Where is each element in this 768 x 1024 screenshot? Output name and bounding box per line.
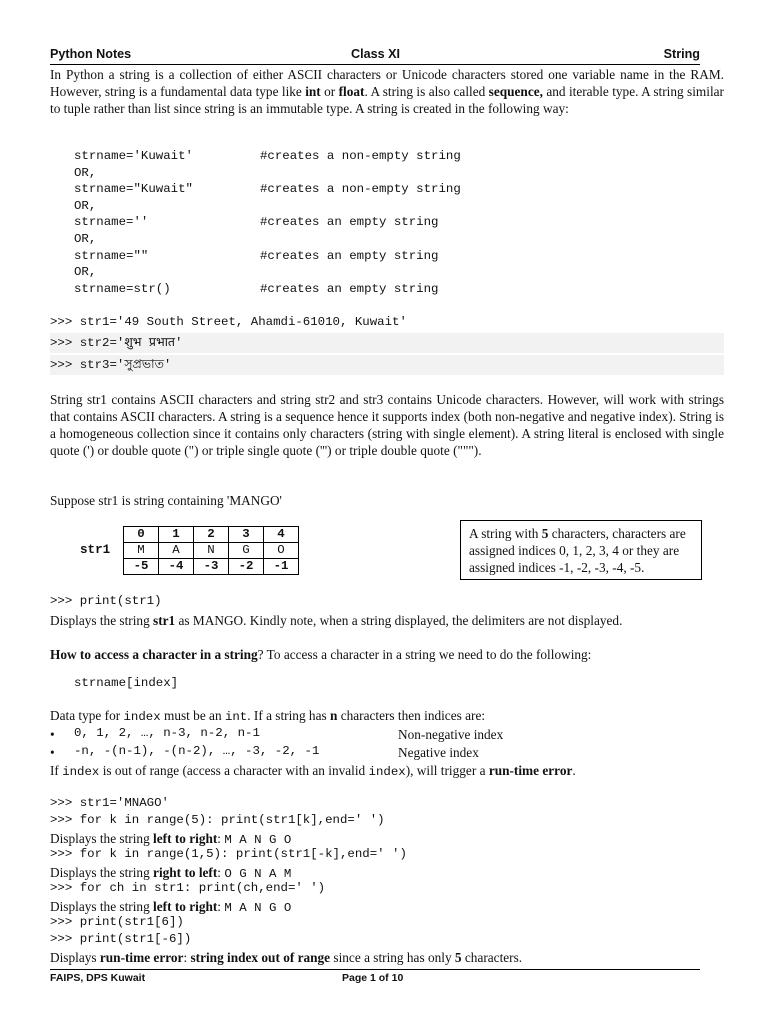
loop-display: Displays the string right to left: O G N A M — [50, 865, 292, 881]
intro-sequence: sequence, — [488, 84, 543, 99]
code-line: strname="Kuwait" #creates a non-empty string — [74, 182, 461, 197]
repl-str1: >>> str1='49 South Street, Ahamdi-61010, Kuwait' — [50, 315, 407, 329]
unicode-paragraph: String str1 contains ASCII characters and string str2 and str3 contains Unicode characters. However, will work with strings that contains ASCII characters. A string is a sequence hence it supports index (both non-negative and negative index). String is a homogeneous collection since it contains only characters (string with single element). A string literal is enclosed with single quote (') or double quote (") or triple single quote (''') or triple double quote ("""). — [50, 392, 724, 458]
access-heading: How to access a character in a string? To access a character in a string we need to do the following: — [50, 647, 592, 662]
char-cell: G — [229, 543, 264, 559]
intro-text-2: . A string is also called — [364, 84, 489, 99]
page-header — [50, 46, 700, 65]
header-right: String — [663, 47, 700, 61]
char-cell: A — [159, 543, 194, 559]
runtime-error-line: Displays run-time error: string index out of range since a string has only 5 characters. — [50, 950, 523, 965]
code-line: strname=str() #creates an empty string — [74, 281, 439, 296]
index-cell: -2 — [229, 559, 264, 575]
index-note-box: A string with 5 characters, characters are assigned indices 0, 1, 2, 3, 4 or they are assigned indices -1, -2, -3, -4, -5. — [460, 520, 702, 580]
header-left: Python Notes — [50, 47, 132, 61]
header-center: Class XI — [351, 47, 401, 61]
intro-text-3: and iterable type. A string similar to tuple rather than list since string is an immutable type. A string is created in the following way: — [50, 84, 724, 116]
loop-display: Displays the string left to right: M A N G O — [50, 899, 292, 915]
creation-code-block — [74, 148, 461, 297]
code-line: OR, — [74, 231, 97, 246]
loop-display: Displays the string left to right: M A N G O — [50, 831, 292, 847]
loop-line: >>> for ch in str1: print(ch,end=' ') — [50, 881, 326, 895]
intro-int: int — [305, 84, 321, 99]
code-line: strname="" #creates an empty string — [74, 248, 439, 263]
code-line: OR, — [74, 198, 97, 213]
code-line: OR, — [74, 265, 97, 280]
intro-float: float — [338, 84, 365, 99]
range-error-line: If index is out of range (access a character with an invalid index), will trigger a run-time error. — [50, 763, 576, 779]
datatype-line: Data type for index must be an int. If a string has n characters then indices are: — [50, 708, 486, 724]
negative-index-row — [124, 559, 299, 575]
index-table — [123, 526, 299, 575]
footer-left: FAIPS, DPS Kuwait — [50, 972, 146, 984]
code-line: OR, — [74, 165, 97, 180]
suppose-line: Suppose str1 is string containing 'MANGO' — [50, 493, 282, 508]
code-line: strname='' #creates an empty string — [74, 215, 439, 230]
str1-label: str1 — [80, 543, 111, 557]
repl-str2: >>> str2='शुभ प्रभात' — [50, 333, 724, 353]
index-cell: -5 — [124, 559, 159, 575]
char-cell: N — [194, 543, 229, 559]
bullet-item: • -n, -(n-1), -(n-2), …, -3, -2, -1 Negative index — [50, 744, 479, 760]
index-cell: 2 — [194, 527, 229, 543]
loop-line: >>> str1='MNAGO' — [50, 796, 169, 810]
footer-page-number: Page 1 of 10 — [342, 972, 404, 984]
intro-or: or — [320, 84, 339, 99]
char-cell: M — [124, 543, 159, 559]
positive-index-row — [124, 527, 299, 543]
bullet-icon: • — [50, 727, 55, 742]
display-str1-line: Displays the string str1 as MANGO. Kindly note, when a string displayed, the delimiters are not displayed. — [50, 613, 623, 628]
code-line: strname='Kuwait' #creates a non-empty string — [74, 149, 461, 163]
intro-text-1: In Python a string is a collection of either ASCII characters or Unicode characters stored one variable name in the RAM. However, string is a fundamental data type like — [50, 67, 724, 99]
char-cell: O — [264, 543, 299, 559]
repl-str3: >>> str3='সুপ্রভাত' — [50, 355, 724, 375]
index-cell: -4 — [159, 559, 194, 575]
print-str1: >>> print(str1) — [50, 594, 162, 608]
bullet-item: • 0, 1, 2, …, n-3, n-2, n-1 Non-negative index — [50, 726, 504, 742]
loop-line: >>> print(str1[-6]) — [50, 932, 192, 946]
index-cell: 1 — [159, 527, 194, 543]
char-row — [124, 543, 299, 559]
access-code: strname[index] — [74, 676, 179, 690]
page-footer — [50, 969, 700, 984]
loop-line: >>> print(str1[6]) — [50, 915, 184, 929]
index-cell: -3 — [194, 559, 229, 575]
bullet-icon: • — [50, 745, 55, 760]
loop-line: >>> for k in range(1,5): print(str1[-k],end=' ') — [50, 847, 407, 861]
index-cell: -1 — [264, 559, 299, 575]
intro-paragraph — [50, 66, 724, 117]
index-cell: 0 — [124, 527, 159, 543]
loop-line: >>> for k in range(5): print(str1[k],end=' ') — [50, 813, 385, 827]
index-cell: 3 — [229, 527, 264, 543]
index-cell: 4 — [264, 527, 299, 543]
